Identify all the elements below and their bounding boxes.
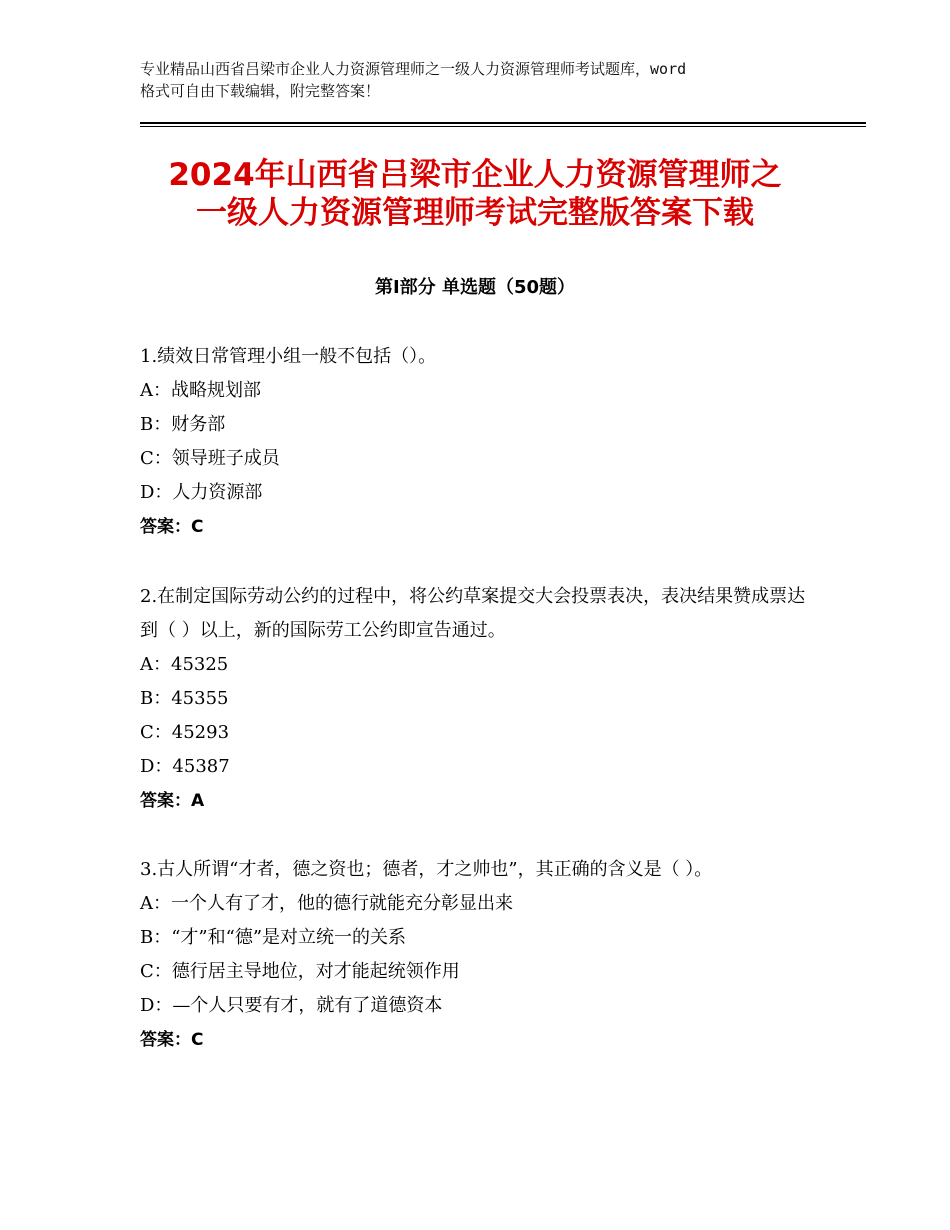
option-c: C：德行居主导地位，对才能起统领作用 <box>140 961 460 982</box>
question-1 <box>140 340 820 544</box>
question-stem: 2.在制定国际劳动公约的过程中，将公约草案提交大会投票表决，表决结果赞成票达到（ ）以上，新的国际劳工公约即宣告通过。 <box>140 586 806 641</box>
header-note <box>140 58 830 102</box>
header-note-line1: 专业精品山西省吕梁市企业人力资源管理师之一级人力资源管理师考试题库，word <box>140 60 687 78</box>
document-title <box>100 156 850 232</box>
question-2 <box>140 580 820 818</box>
document-title-line1: 2024年山西省吕梁市企业人力资源管理师之 <box>168 157 782 193</box>
header-divider-thick <box>140 122 866 124</box>
header-note-line2: 格式可自由下载编辑，附完整答案！ <box>140 82 381 100</box>
question-3 <box>140 853 820 1057</box>
option-a: A：一个人有了才，他的德行就能充分彰显出来 <box>140 893 513 914</box>
answer: 答案：A <box>140 791 205 811</box>
header-divider-thin <box>140 126 866 127</box>
option-d: D：45387 <box>140 756 230 777</box>
option-b: B：“才”和“德”是对立统一的关系 <box>140 927 407 948</box>
document-title-line2: 一级人力资源管理师考试完整版答案下载 <box>196 195 754 231</box>
option-b: B：财务部 <box>140 414 226 435</box>
option-d: D：—个人只要有才，就有了道德资本 <box>140 995 443 1016</box>
question-stem: 1.绩效日常管理小组一般不包括（）。 <box>140 346 437 367</box>
option-c: C：领导班子成员 <box>140 448 280 469</box>
answer: 答案：C <box>140 1030 204 1050</box>
option-c: C：45293 <box>140 722 230 743</box>
question-stem: 3.古人所谓“才者，德之资也；德者，才之帅也”，其正确的含义是（ ）。 <box>140 859 713 880</box>
option-b: B：45355 <box>140 688 229 709</box>
answer: 答案：C <box>140 517 204 537</box>
option-d: D：人力资源部 <box>140 482 263 503</box>
option-a: A：45325 <box>140 654 229 675</box>
option-a: A：战略规划部 <box>140 380 261 401</box>
section-title: 第Ⅰ部分 单选题（50题） <box>374 277 575 298</box>
